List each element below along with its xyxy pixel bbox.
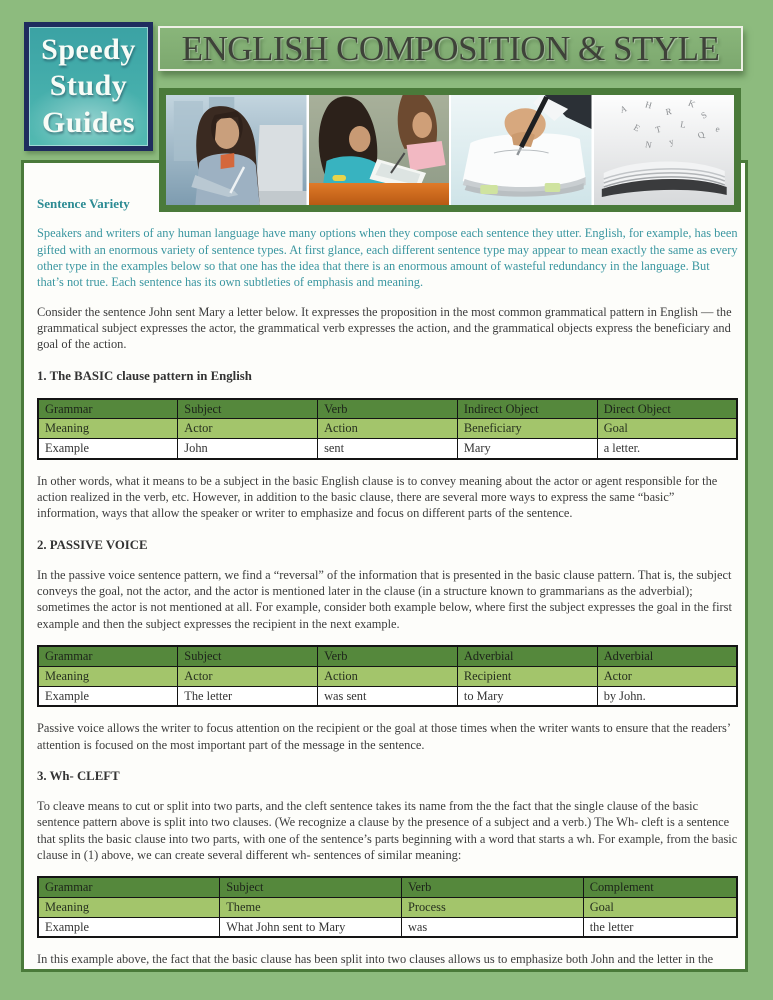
table-cell: Verb [318, 646, 458, 666]
svg-text:L: L [679, 119, 687, 130]
table-row [38, 686, 737, 706]
table-cell: Indirect Object [457, 399, 597, 419]
table-cell: Goal [597, 419, 737, 439]
logo-line: Study [49, 69, 128, 103]
photo-book-flying-letters [594, 95, 735, 205]
page-title: ENGLISH COMPOSITION & STYLE [181, 28, 720, 68]
table-cell: Example [38, 917, 220, 937]
table-cell: Example [38, 686, 178, 706]
intro-paragraph-1: Speakers and writers of any human language have many options when they compose each sentence they utter. English, for example, has been gifted with an enormous variety of sentence types. At first glance, each different sentence type may appear to mean exactly the same as every other type in the examples below so that one has the idea that there is an enormous amount of wasteful redundancy in the language. But that’s not true. Each sentence has its own subtleties of emphasis and meaning. [37, 226, 738, 290]
logo-line: Guides [41, 105, 136, 139]
wh-cleft-table [37, 876, 738, 938]
table-row [38, 646, 737, 666]
content-body [37, 195, 738, 968]
table-cell: What John sent to Mary [220, 917, 402, 937]
table-row [38, 439, 737, 459]
table-row [38, 897, 737, 917]
table-row [38, 419, 737, 439]
table-cell: Subject [178, 399, 318, 419]
table-cell: Subject [178, 646, 318, 666]
table-cell: Meaning [38, 419, 178, 439]
svg-text:Q: Q [695, 128, 706, 141]
svg-text:A: A [618, 103, 628, 115]
table-row [38, 666, 737, 686]
table-cell: Actor [178, 666, 318, 686]
table-cell: was sent [318, 686, 458, 706]
table-cell: Complement [583, 877, 737, 897]
table-cell: Grammar [38, 646, 178, 666]
title-banner [158, 26, 743, 71]
table-cell: John [178, 439, 318, 459]
svg-text:R: R [664, 105, 672, 117]
basic-clause-paragraph: In other words, what it means to be a subject in the basic English clause is to convey meaning about the actor or agent responsible for the action realized in the verb, etc. However, in addition to the basic clause, there are several more ways to express the same “basic” information, ways that allow the speaker or writer to emphasize and focus on different parts of the sentence. [37, 473, 718, 521]
table-cell: Verb [318, 399, 458, 419]
speedy-study-guides-logo [24, 22, 153, 151]
table-cell: to Mary [457, 686, 597, 706]
basic-clause-table [37, 398, 738, 460]
intro-paragraph-2: Consider the sentence John sent Mary a letter below. It expresses the proposition in the most common grammatical pattern in English — the grammatical subject expresses the actor, the grammatical verb expresses the action, and the grammatical objects express the beneficiary and goal of the action. [37, 304, 732, 352]
table-cell: Direct Object [597, 399, 737, 419]
passive-voice-paragraph: In the passive voice sentence pattern, we find a “reversal” of the information that is presented in the basic clause pattern. That is, the subject conveys the goal, not the actor, and the actor is mentioned later in the clause (in a structure known to grammarians as the adverbial); sometimes the actor is not mentioned at all. For example, consider both example below, where first the subject expresses the goal in the first example and then the subject expresses the recipient in the next example. [37, 567, 732, 631]
table-cell: Subject [220, 877, 402, 897]
table-cell: Adverbial [597, 646, 737, 666]
table-cell: The letter [178, 686, 318, 706]
section-heading-sentence-variety: Sentence Variety [37, 196, 130, 211]
table-cell: by John. [597, 686, 737, 706]
table-cell: was [401, 917, 583, 937]
table-cell: Recipient [457, 666, 597, 686]
heading-basic-clause: 1. The BASIC clause pattern in English [37, 368, 252, 383]
table-cell: Process [401, 897, 583, 917]
photo-student-laptop [166, 95, 307, 205]
table-cell: Action [318, 666, 458, 686]
table-cell: Grammar [38, 399, 178, 419]
photo-girls-writing [309, 95, 450, 205]
table-cell: Theme [220, 897, 402, 917]
svg-text:H: H [643, 99, 653, 111]
logo-line: Speedy [41, 32, 136, 66]
table-cell: a letter. [597, 439, 737, 459]
table-cell: Actor [597, 666, 737, 686]
table-cell: Mary [457, 439, 597, 459]
svg-text:e: e [713, 123, 721, 135]
svg-text:y: y [667, 135, 675, 147]
table-row [38, 399, 737, 419]
table-cell: Meaning [38, 666, 178, 686]
table-row [38, 917, 737, 937]
svg-text:S: S [698, 109, 708, 121]
svg-text:N: N [643, 139, 653, 151]
table-cell: Actor [178, 419, 318, 439]
table-row [38, 877, 737, 897]
table-cell: the letter [583, 917, 737, 937]
content-panel [21, 160, 748, 972]
heading-passive-voice: 2. PASSIVE VOICE [37, 537, 148, 552]
svg-text:K: K [686, 97, 697, 110]
table-cell: Adverbial [457, 646, 597, 666]
svg-text:T: T [653, 123, 662, 135]
wh-cleft-paragraph: To cleave means to cut or split into two parts, and the cleft sentence takes its name from the the fact that the single clause of the basic sentence pattern above is split into two clauses. (We recognize a clause by the presence of a subject and a verb.) The Wh- cleft is a sentence that splits the basic clause into two parts, with one of the sentence’s parts beginning with a word that starts a wh. For example, from the basic clause in (1) above, we can create several different wh- sentences of similar meaning: [37, 798, 738, 862]
closing-paragraph: In this example above, the fact that the basic clause has been split into two clauses allows us to emphasize both John and the letter in the [37, 952, 714, 967]
table-cell: Meaning [38, 897, 220, 917]
table-cell: Beneficiary [457, 419, 597, 439]
table-cell: Verb [401, 877, 583, 897]
table-cell: Action [318, 419, 458, 439]
table-cell: Goal [583, 897, 737, 917]
table-cell: Example [38, 439, 178, 459]
photo-strip [159, 88, 741, 212]
svg-text:E: E [631, 121, 642, 134]
passive-voice-table [37, 645, 738, 707]
table-cell: sent [318, 439, 458, 459]
photo-hand-writing [451, 95, 592, 205]
passive-voice-summary: Passive voice allows the writer to focus attention on the recipient or the goal at those times when the writer wants to ensure that the readers’ attention is focused on the most important part of the message in the sentence. [37, 721, 731, 752]
heading-wh-cleft: 3. Wh- CLEFT [37, 768, 120, 783]
table-cell: Grammar [38, 877, 220, 897]
